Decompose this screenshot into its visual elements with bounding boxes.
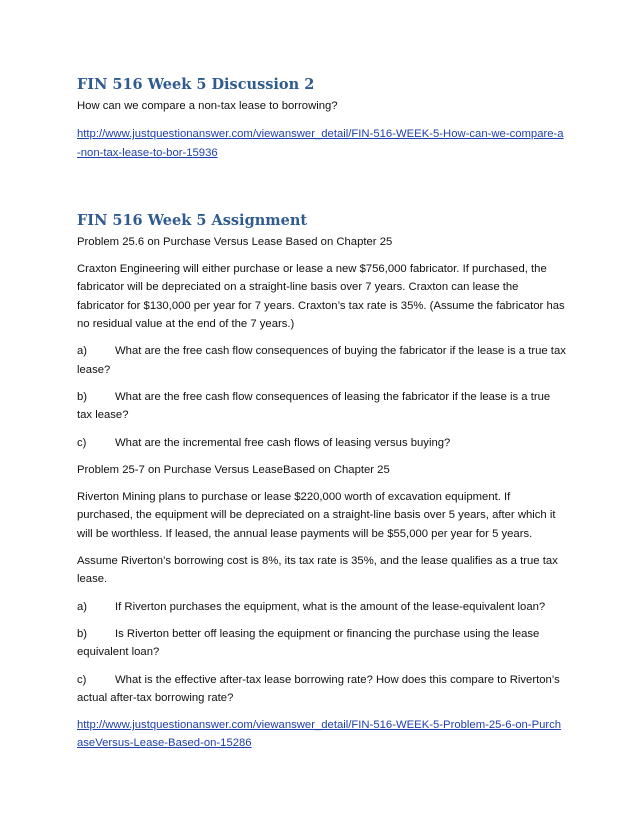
assignment-heading: FIN 516 Week 5 Assignment [77,211,308,229]
question-text: Is Riverton better off leasing the equipment or financing the purchase using the lease equivalent loan? [77,627,540,659]
problem-1-question-b [77,388,567,425]
question-text: What are the free cash flow consequences of buying the fabricator if the lease is a true tax lease? [77,345,566,376]
problem-1-title: Problem 25.6 on Purchase Versus Lease Based on Chapter 25 [77,235,393,248]
question-label: c) [77,436,87,449]
question-label: a) [77,600,88,613]
question-label: b) [77,627,88,640]
discussion-heading: FIN 516 Week 5 Discussion 2 [77,76,315,93]
question-text: What are the free cash flow consequences of leasing the fabricator if the lease is a true tax lease? [77,390,551,422]
document-content [77,76,567,753]
discussion-answer-link[interactable]: http://www.justquestionanswer.com/viewanswer_detail/FIN-516-WEEK-5-How-can-we-compare-a-non-tax-lease-to-bor-15936 [77,128,564,159]
problem-2-question-c [77,671,567,708]
problem-1-question-c [77,434,567,452]
question-text: If Riverton purchases the equipment, what is the amount of the lease-equivalent loan? [115,600,546,613]
assignment-answer-link[interactable]: http://www.justquestionanswer.com/viewanswer_detail/FIN-516-WEEK-5-Problem-25-6-on-PurchaseVersus-Lease-Based-on-15286 [77,719,562,750]
problem-1-body: Craxton Engineering will either purchase or lease a new $756,000 fabricator. If purchased, the fabricator will be depreciated on a straight-line basis over 7 years. Craxton can lease the fabricator for $130,000 per year for 7 years. Craxton’s tax rate is 35%. (Assume the fabricator has no residual value at the end of the 7 years.) [77,263,565,331]
problem-2-body: Riverton Mining plans to purchase or lease $220,000 worth of excavation equipment. If purchased, the equipment will be depreciated on a straight-line basis over 5 years, after which it will be worthless. If leased, the annual lease payments will be $55,000 per year for 5 years. [77,491,556,540]
problem-2-assumption: Assume Riverton’s borrowing cost is 8%, its tax rate is 35%, and the lease qualifies as a true tax lease. [77,555,558,586]
problem-2-question-a [77,598,567,616]
assignment-section [77,212,567,753]
problem-2-question-b [77,625,567,662]
problem-1-question-a [77,342,567,379]
question-text: What are the incremental free cash flows of leasing versus buying? [115,436,451,449]
discussion-question: How can we compare a non-tax lease to borrowing? [77,100,338,112]
question-text: What is the effective after-tax lease borrowing rate? How does this compare to Riverton’s actual after-tax borrowing rate? [77,673,560,704]
question-label: b) [77,390,88,403]
question-label: c) [77,673,87,686]
problem-2-title: Problem 25-7 on Purchase Versus LeaseBased on Chapter 25 [77,463,390,476]
question-label: a) [77,345,88,358]
